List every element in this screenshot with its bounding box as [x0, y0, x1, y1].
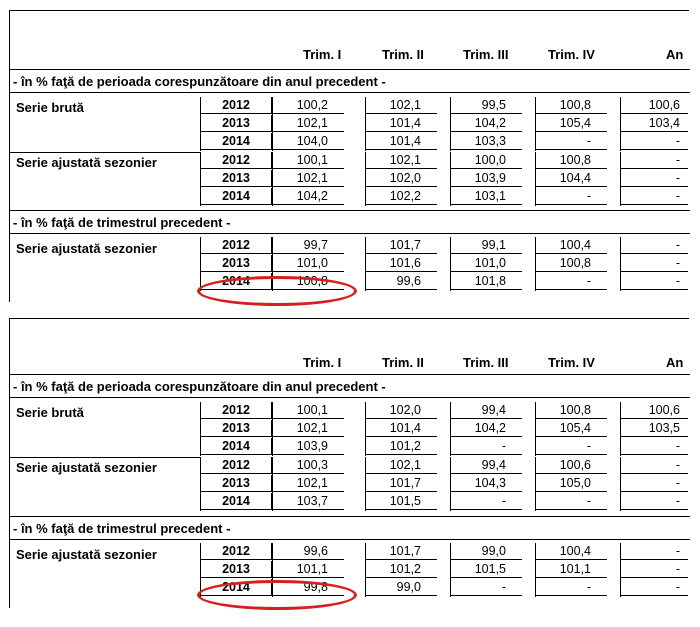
year-cell: 2013 — [200, 561, 272, 578]
value-cell-q4: - — [535, 133, 607, 150]
value-cell-an: - — [620, 543, 688, 560]
value-cell-an: - — [620, 133, 688, 150]
label-serie-ajustata: Serie ajustată sezonier — [16, 460, 157, 475]
value-cell-q1: 101,1 — [272, 561, 344, 578]
value-cell-q4: 100,8 — [535, 255, 607, 272]
value-cell-q3: - — [450, 438, 522, 455]
value-cell-q1: 102,1 — [272, 475, 344, 492]
value-cell-an: - — [620, 475, 688, 492]
value-cell-an: - — [620, 188, 688, 205]
value-cell-q2: 101,4 — [365, 115, 437, 132]
value-cell-an: - — [620, 579, 688, 596]
section-qoq: - în % faţă de trimestrul precedent - — [10, 516, 690, 540]
value-cell-an: - — [620, 237, 688, 254]
value-cell-q4: 100,6 — [535, 457, 607, 474]
value-cell-q1: 104,2 — [272, 188, 344, 205]
value-cell-q2: 102,0 — [365, 170, 437, 187]
value-cell-q1: 99,6 — [272, 543, 344, 560]
value-cell-an: - — [620, 493, 688, 510]
value-cell-q2: 99,6 — [365, 273, 437, 290]
gdp-table-first — [9, 10, 689, 302]
value-cell-q2: 102,1 — [365, 97, 437, 114]
value-cell-q1: 100,2 — [272, 97, 344, 114]
year-cell: 2014 — [200, 133, 272, 150]
value-cell-q4: 101,1 — [535, 561, 607, 578]
value-cell-q2: 101,7 — [365, 543, 437, 560]
value-cell-an: 103,4 — [620, 115, 688, 132]
value-cell-q2: 102,2 — [365, 188, 437, 205]
value-cell-an: - — [620, 438, 688, 455]
value-cell-q4: 100,8 — [535, 152, 607, 169]
label-serie-ajustata-qoq: Serie ajustată sezonier — [16, 241, 157, 256]
year-cell: 2012 — [200, 97, 272, 114]
value-cell-q2: 102,1 — [365, 152, 437, 169]
value-cell-q2: 101,7 — [365, 237, 437, 254]
value-cell-an: - — [620, 152, 688, 169]
value-cell-q4: 105,4 — [535, 420, 607, 437]
label-serie-bruta: Serie brută — [16, 405, 84, 420]
value-cell-q1: 100,8 — [272, 273, 344, 290]
value-cell-q3: 103,1 — [450, 188, 522, 205]
section-qoq: - în % faţă de trimestrul precedent - — [10, 210, 690, 234]
value-cell-q2: 102,0 — [365, 402, 437, 419]
value-cell-q2: 101,4 — [365, 133, 437, 150]
year-cell: 2014 — [200, 579, 272, 596]
value-cell-an: - — [620, 170, 688, 187]
year-cell: 2012 — [200, 152, 272, 169]
value-cell-q3: 99,5 — [450, 97, 522, 114]
value-cell-q3: 99,1 — [450, 237, 522, 254]
value-cell-an: - — [620, 561, 688, 578]
value-cell-q2: 102,1 — [365, 457, 437, 474]
year-cell: 2014 — [200, 188, 272, 205]
header-trim-4: Trim. IV — [548, 47, 595, 62]
value-cell-q2: 99,0 — [365, 579, 437, 596]
year-cell: 2012 — [200, 402, 272, 419]
section-yoy: - în % faţă de perioada corespunzătoare din anul precedent - — [10, 374, 690, 398]
value-cell-q1: 99,7 — [272, 237, 344, 254]
label-serie-ajustata-qoq: Serie ajustată sezonier — [16, 547, 157, 562]
value-cell-q3: 101,0 — [450, 255, 522, 272]
section-yoy: - în % faţă de perioada corespunzătoare din anul precedent - — [10, 69, 690, 93]
header-trim-2: Trim. II — [382, 47, 424, 62]
value-cell-q1: 103,7 — [272, 493, 344, 510]
value-cell-q3: 101,5 — [450, 561, 522, 578]
year-cell: 2014 — [200, 438, 272, 455]
value-cell-an: 100,6 — [620, 402, 688, 419]
value-cell-an: - — [620, 457, 688, 474]
value-cell-q4: - — [535, 273, 607, 290]
label-serie-bruta: Serie brută — [16, 100, 84, 115]
value-cell-q3: - — [450, 493, 522, 510]
header-an: An — [666, 355, 684, 370]
value-cell-q1: 100,1 — [272, 402, 344, 419]
value-cell-an: - — [620, 273, 688, 290]
value-cell-q2: 101,6 — [365, 255, 437, 272]
value-cell-q1: 100,1 — [272, 152, 344, 169]
value-cell-q3: 101,8 — [450, 273, 522, 290]
value-cell-q4: - — [535, 493, 607, 510]
value-cell-q1: 103,9 — [272, 438, 344, 455]
header-trim-1: Trim. I — [303, 47, 342, 62]
year-cell: 2014 — [200, 493, 272, 510]
value-cell-q4: 105,0 — [535, 475, 607, 492]
year-cell: 2013 — [200, 420, 272, 437]
year-cell: 2013 — [200, 115, 272, 132]
value-cell-q4: - — [535, 188, 607, 205]
header-trim-1: Trim. I — [303, 355, 342, 370]
value-cell-q3: 100,0 — [450, 152, 522, 169]
header-an: An — [666, 47, 684, 62]
value-cell-q2: 101,5 — [365, 493, 437, 510]
value-cell-q3: 103,9 — [450, 170, 522, 187]
value-cell-q3: - — [450, 579, 522, 596]
value-cell-an: 103,5 — [620, 420, 688, 437]
value-cell-an: 100,6 — [620, 97, 688, 114]
value-cell-q3: 104,3 — [450, 475, 522, 492]
year-cell: 2014 — [200, 273, 272, 290]
gdp-table-second — [9, 318, 689, 608]
value-cell-q1: 104,0 — [272, 133, 344, 150]
year-cell: 2012 — [200, 543, 272, 560]
value-cell-q1: 99,8 — [272, 579, 344, 596]
value-cell-q1: 101,0 — [272, 255, 344, 272]
value-cell-q3: 104,2 — [450, 115, 522, 132]
year-cell: 2013 — [200, 475, 272, 492]
value-cell-q2: 101,2 — [365, 561, 437, 578]
value-cell-q2: 101,4 — [365, 420, 437, 437]
value-cell-q2: 101,2 — [365, 438, 437, 455]
value-cell-q4: 100,8 — [535, 402, 607, 419]
year-cell: 2013 — [200, 170, 272, 187]
value-cell-q3: 99,0 — [450, 543, 522, 560]
value-cell-q4: 105,4 — [535, 115, 607, 132]
value-cell-q4: - — [535, 579, 607, 596]
value-cell-q4: 100,4 — [535, 237, 607, 254]
value-cell-q1: 100,3 — [272, 457, 344, 474]
value-cell-q1: 102,1 — [272, 170, 344, 187]
value-cell-q3: 104,2 — [450, 420, 522, 437]
year-cell: 2012 — [200, 457, 272, 474]
label-serie-ajustata: Serie ajustată sezonier — [16, 155, 157, 170]
value-cell-q3: 103,3 — [450, 133, 522, 150]
year-cell: 2012 — [200, 237, 272, 254]
value-cell-q4: - — [535, 438, 607, 455]
header-trim-4: Trim. IV — [548, 355, 595, 370]
value-cell-an: - — [620, 255, 688, 272]
value-cell-q1: 102,1 — [272, 420, 344, 437]
year-cell: 2013 — [200, 255, 272, 272]
header-trim-3: Trim. III — [463, 47, 509, 62]
value-cell-q2: 101,7 — [365, 475, 437, 492]
header-trim-3: Trim. III — [463, 355, 509, 370]
value-cell-q3: 99,4 — [450, 457, 522, 474]
value-cell-q4: 100,8 — [535, 97, 607, 114]
value-cell-q3: 99,4 — [450, 402, 522, 419]
value-cell-q1: 102,1 — [272, 115, 344, 132]
value-cell-q4: 100,4 — [535, 543, 607, 560]
value-cell-q4: 104,4 — [535, 170, 607, 187]
header-trim-2: Trim. II — [382, 355, 424, 370]
